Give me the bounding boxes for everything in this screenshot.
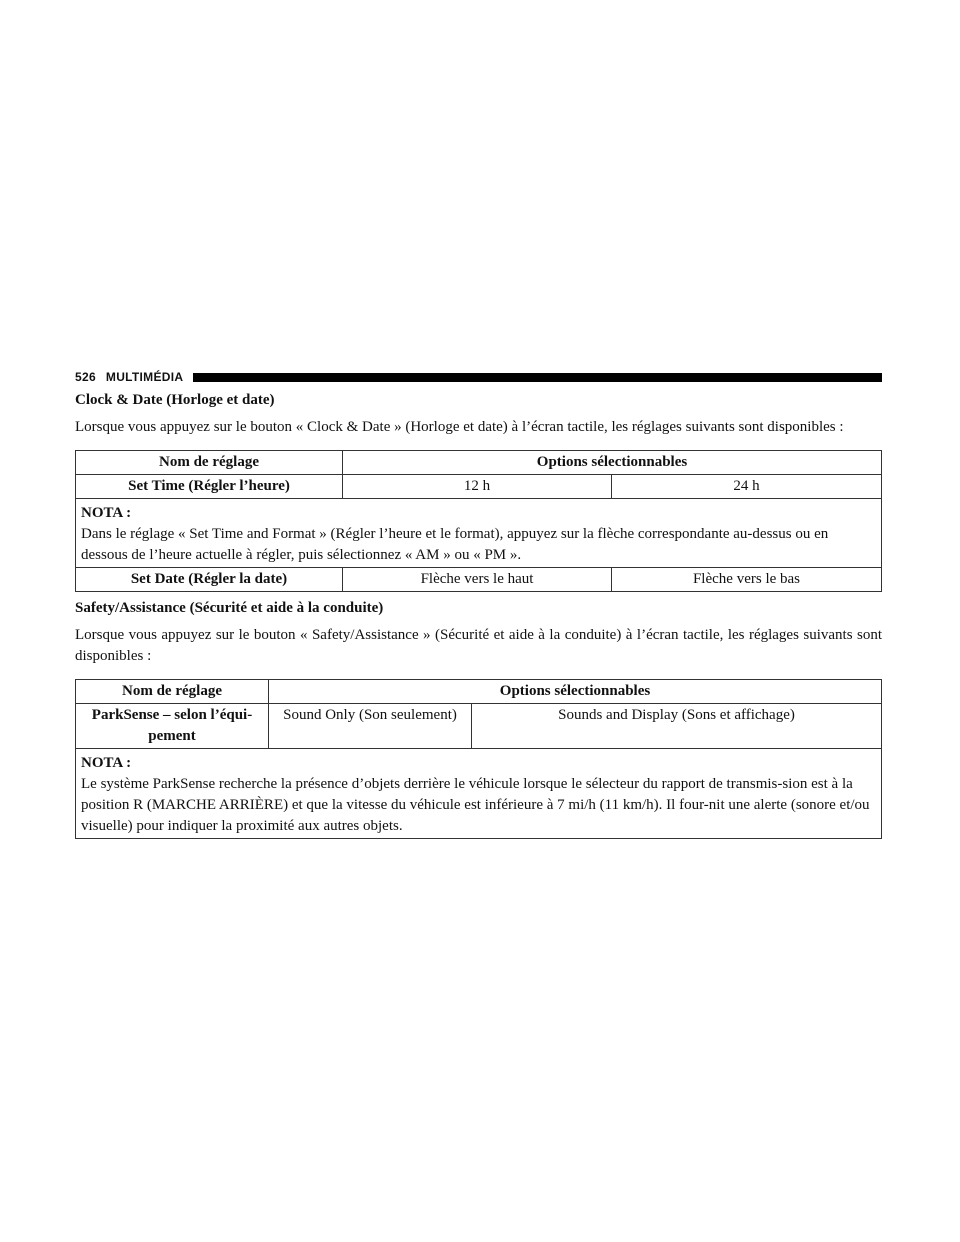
setting-name: Set Date (Régler la date) bbox=[76, 568, 343, 592]
option-cell: 12 h bbox=[343, 475, 612, 499]
note-cell bbox=[76, 499, 882, 568]
section-title: MULTIMÉDIA bbox=[105, 370, 184, 384]
table-header-row bbox=[76, 680, 882, 704]
option-cell: 24 h bbox=[612, 475, 882, 499]
note-text: Le système ParkSense recherche la présence d’objets derrière le véhicule lorsque le sélecteur du rapport de transmis-sion est à la position R (MARCHE ARRIÈRE) et que la vitesse du véhicule est inférieure à 7 mi/h (11 km/h). Il four-nit une alerte (sonore et/ou visuelle) pour indiquer la proximité aux autres objets. bbox=[81, 776, 870, 834]
table-row bbox=[76, 475, 882, 499]
setting-name: Set Time (Régler l’heure) bbox=[76, 475, 343, 499]
header-rule bbox=[193, 373, 882, 382]
column-header-options: Options sélectionnables bbox=[343, 451, 882, 475]
column-header-options: Options sélectionnables bbox=[269, 680, 882, 704]
clock-date-heading: Clock & Date (Horloge et date) bbox=[75, 392, 275, 408]
note-text: Dans le réglage « Set Time and Format » (Régler l’heure et le format), appuyez sur la flèche correspondante au-dessus ou en dessous de l’heure actuelle à régler, puis sélectionnez « AM » ou « PM ». bbox=[81, 526, 829, 563]
note-title: NOTA : bbox=[81, 755, 132, 771]
column-header-setting: Nom de réglage bbox=[76, 680, 269, 704]
safety-assistance-intro: Lorsque vous appuyez sur le bouton « Safety/Assistance » (Sécurité et aide à la conduite) à l’écran tactile, les réglages suivants sont disponibles : bbox=[75, 627, 882, 664]
note-cell bbox=[76, 749, 882, 839]
table-header-row bbox=[76, 451, 882, 475]
safety-assistance-heading: Safety/Assistance (Sécurité et aide à la conduite) bbox=[75, 600, 384, 616]
clock-date-intro: Lorsque vous appuyez sur le bouton « Clock & Date » (Horloge et date) à l’écran tactile, les réglages suivants sont disponibles : bbox=[75, 419, 844, 435]
option-cell: Flèche vers le bas bbox=[612, 568, 882, 592]
safety-assistance-table bbox=[75, 679, 882, 839]
column-header-setting: Nom de réglage bbox=[76, 451, 343, 475]
option-cell: Flèche vers le haut bbox=[343, 568, 612, 592]
setting-name: ParkSense – selon l’équi-pement bbox=[76, 704, 269, 749]
clock-date-table bbox=[75, 450, 882, 592]
page-content bbox=[75, 392, 882, 847]
table-row bbox=[76, 568, 882, 592]
page-header bbox=[75, 367, 882, 387]
note-title: NOTA : bbox=[81, 505, 132, 521]
option-cell: Sound Only (Son seulement) bbox=[269, 704, 472, 749]
table-note-row bbox=[76, 499, 882, 568]
page-number: 526 bbox=[75, 370, 96, 384]
table-row bbox=[76, 704, 882, 749]
option-cell: Sounds and Display (Sons et affichage) bbox=[472, 704, 882, 749]
table-note-row bbox=[76, 749, 882, 839]
